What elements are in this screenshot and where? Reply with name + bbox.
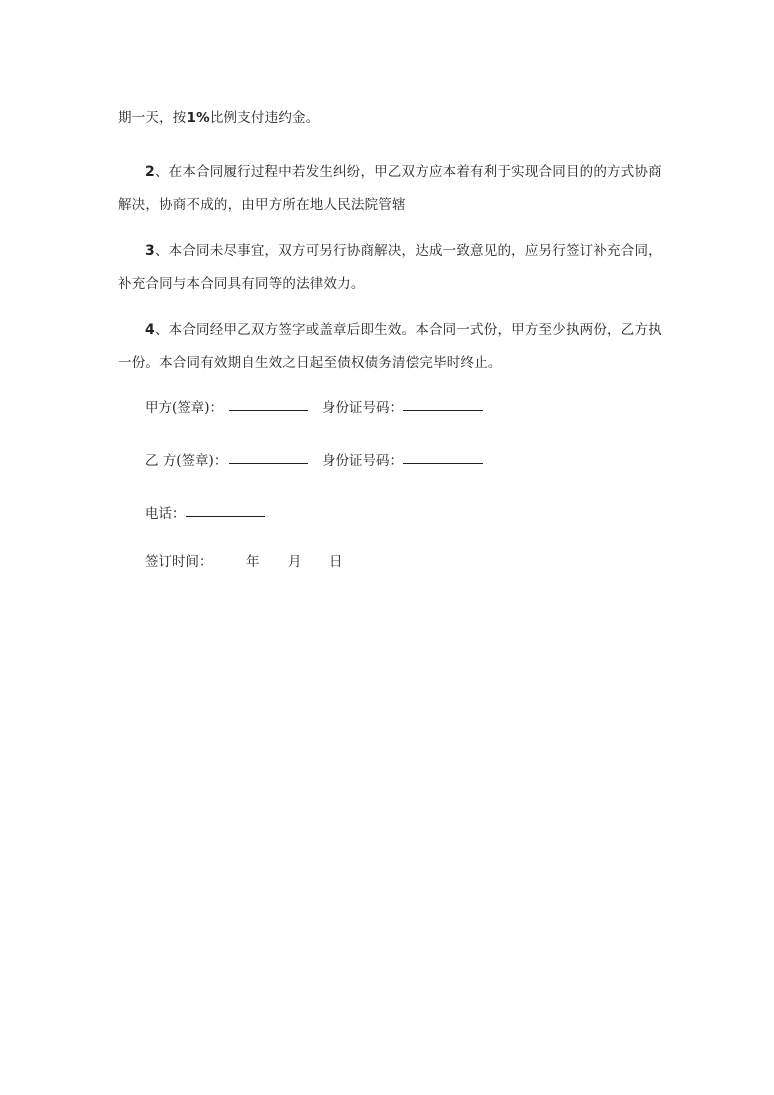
date-year: 年	[246, 554, 260, 570]
phone-label: 电话：	[145, 506, 186, 522]
date-month: 月	[288, 554, 302, 570]
date-day: 日	[329, 554, 343, 570]
phone-row	[145, 502, 186, 522]
party-b-signature-blank[interactable]	[229, 449, 308, 464]
clause-3-line-1	[145, 239, 662, 259]
party-a-id-blank[interactable]	[403, 396, 483, 411]
clause-2-number: 2	[145, 164, 155, 180]
party-a-signature-row	[145, 396, 223, 416]
clause-2-text-2: 解决，协商不成的，由甲方所在地人民法院管辖	[118, 197, 406, 213]
clause-3-text-2: 补充合同与本合同具有同等的法律效力。	[118, 276, 365, 292]
clause-4-number: 4	[145, 322, 155, 338]
clause-1-text-before: 期一天，按	[118, 110, 187, 126]
party-b-id-label: 身份证号码：	[322, 453, 403, 469]
clause-2-line-1	[145, 160, 662, 180]
party-a-id-row	[322, 396, 403, 416]
clause-1-tail	[118, 106, 319, 126]
clause-4-line-1	[145, 318, 662, 338]
clause-1-percent: 1%	[186, 110, 210, 126]
clause-4-line-2	[118, 351, 502, 371]
phone-blank[interactable]	[186, 502, 265, 517]
clause-2-text-1: 、在本合同履行过程中若发生纠纷，甲乙双方应本着有利于实现合同目的的方式协商	[154, 164, 662, 180]
party-a-label: 甲方(签章)：	[145, 400, 224, 416]
clause-4-text-2: 一份。本合同有效期自生效之日起至债权债务清偿完毕时终止。	[118, 355, 502, 371]
party-b-id-blank[interactable]	[403, 449, 483, 464]
clause-3-line-2	[118, 272, 365, 292]
party-a-id-label: 身份证号码：	[322, 400, 403, 416]
signing-date-row	[145, 550, 213, 570]
clause-3-number: 3	[145, 243, 155, 259]
signing-date-label: 签订时间：	[145, 554, 213, 570]
clause-3-text-1: 、本合同未尽事宜，双方可另行协商解决，达成一致意见的，应另行签订补充合同，	[154, 243, 662, 259]
clause-4-text-1: 、本合同经甲乙双方签字或盖章后即生效。本合同一式份，甲方至少执两份，乙方执	[154, 322, 662, 338]
clause-1-text-after: 比例支付违约金。	[209, 110, 320, 126]
party-b-signature-row	[145, 449, 227, 469]
party-b-id-row	[322, 449, 403, 469]
party-a-signature-blank[interactable]	[229, 396, 308, 411]
party-b-label: 乙 方(签章)：	[145, 453, 228, 469]
clause-2-line-2	[118, 193, 406, 213]
